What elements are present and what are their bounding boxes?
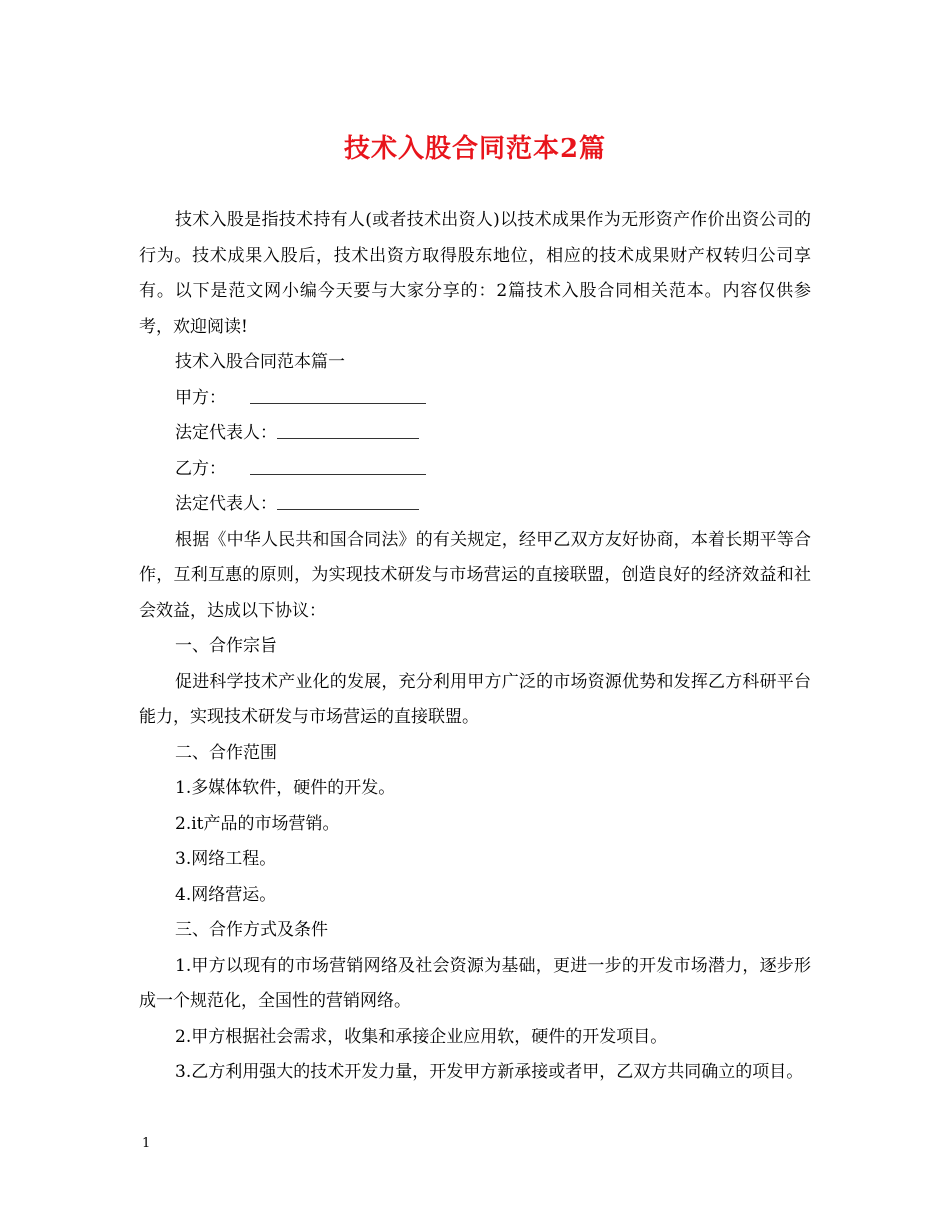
terms-item: 3.乙方利用强大的技术开发力量，开发甲方新承接或者甲，乙双方共同确立的项目。: [175, 1062, 804, 1082]
document-title: 技术入股合同范本2篇: [343, 134, 607, 164]
preamble-paragraph: 根据《中华人民共和国合同法》的有关规定，经甲乙双方友好协商，本着长期平等合作，互利互惠的原则，为实现技术研发与市场营运的直接联盟，创造良好的经济效益和社会效益，达成以下协议：: [139, 529, 811, 621]
party-a-blank: [250, 385, 426, 404]
terms-item: 2.甲方根据社会需求，收集和承接企业应用软，硬件的开发项目。: [175, 1026, 668, 1047]
scope-item: 2.it产品的市场营销。: [175, 813, 340, 834]
party-a-rep-row: [139, 416, 811, 452]
party-b-row: [139, 452, 811, 488]
party-b-blank: [250, 456, 426, 475]
scope-item: 1.多媒体软件，硬件的开发。: [175, 778, 396, 798]
party-a-label: 甲方：: [175, 387, 226, 408]
page-number: 1: [142, 1136, 151, 1151]
party-a-rep-label: 法定代表人：: [175, 423, 277, 443]
party-b-rep-blank: [277, 491, 419, 510]
party-b-rep-row: [139, 487, 811, 523]
scope-item: 3.网络工程。: [175, 849, 277, 869]
heading-scope: 二、合作范围: [175, 742, 277, 763]
document-body: [139, 203, 811, 1091]
scope-item: 4.网络营运。: [175, 884, 277, 905]
party-a-rep-blank: [277, 420, 419, 439]
purpose-paragraph: 促进科学技术产业化的发展，充分利用甲方广泛的市场资源优势和发挥乙方科研平台能力，实现技术研发与市场营运的直接联盟。: [139, 671, 811, 727]
intro-paragraph: 技术入股是指技术持有人(或者技术出资人)以技术成果作为无形资产作价出资公司的行为。技术成果入股后，技术出资方取得股东地位，相应的技术成果财产权转归公司享有。以下是范文网小编今天要与大家分享的：2篇技术入股合同相关范本。内容仅供参考，欢迎阅读!: [139, 210, 811, 337]
party-a-row: [139, 381, 811, 417]
heading-purpose: 一、合作宗旨: [175, 636, 277, 656]
heading-terms: 三、合作方式及条件: [175, 920, 328, 940]
terms-item: 1.甲方以现有的市场营销网络及社会资源为基础，更进一步的开发市场潜力，逐步形成一个规范化，全国性的营销网络。: [139, 955, 811, 1011]
party-b-label: 乙方：: [175, 458, 226, 479]
section-title: 技术入股合同范本篇一: [175, 352, 345, 372]
party-b-rep-label: 法定代表人：: [175, 494, 277, 514]
